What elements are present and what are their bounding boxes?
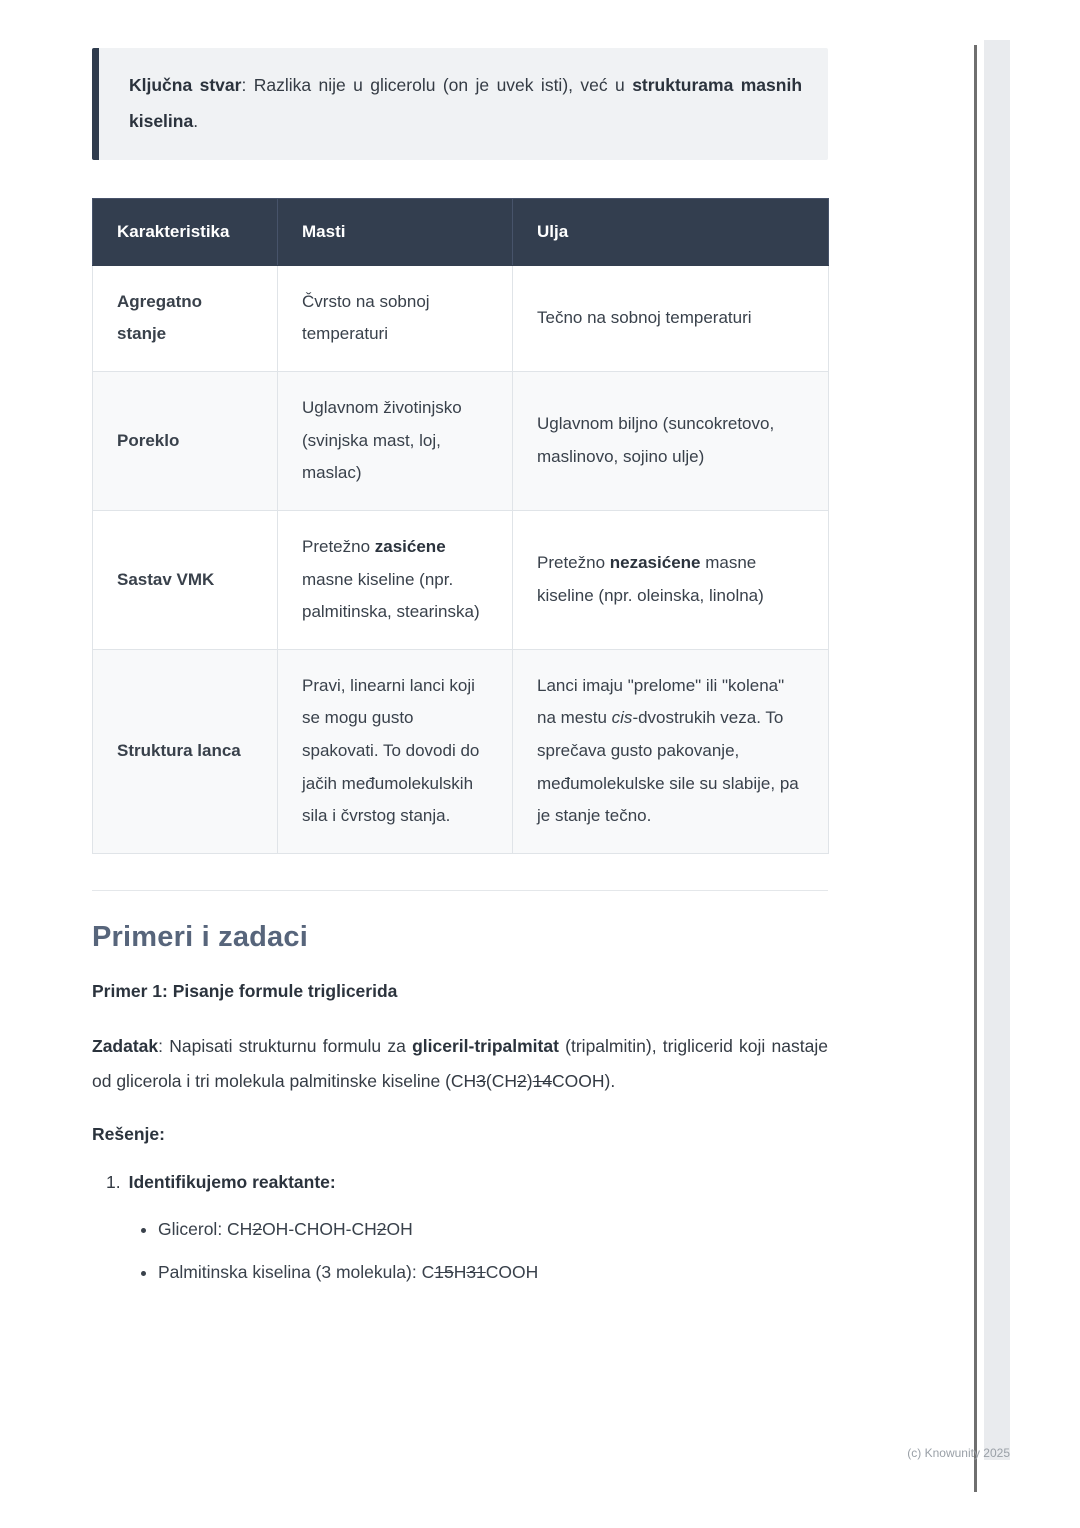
- text-segment: (CH: [485, 1070, 518, 1091]
- bold-segment: Zadatak: [92, 1035, 159, 1056]
- italic-segment: cis: [611, 708, 633, 728]
- callout-text: [129, 68, 802, 140]
- text-segment: COOH: [485, 1262, 539, 1283]
- text-segment: Glicerol: CH: [158, 1219, 253, 1240]
- subscript-segment: 31: [466, 1262, 486, 1283]
- resenje-label: [92, 1124, 828, 1145]
- text-segment: : Napisati strukturnu formulu za: [158, 1035, 413, 1056]
- text-segment: ): [526, 1070, 533, 1091]
- text-segment: Lanci imaju "prelome" ili "kolena" na mestu: [537, 675, 785, 728]
- step-1: [92, 1172, 828, 1193]
- text-segment: .: [193, 110, 199, 131]
- text-segment: -dvostrukih veza. To sprečava gusto pakovanje, međumolekulske sile su slabije, pa je stanje tečno.: [537, 708, 799, 826]
- text-segment: Pretežno: [302, 536, 375, 556]
- cell-ulja: Tečno na sobnoj temperaturi: [513, 265, 829, 371]
- cell-masti: Uglavnom životinjsko (svinjska mast, loj, maslac): [278, 372, 513, 511]
- cell-ulja: [513, 649, 829, 853]
- cell-masti: Čvrsto na sobnoj temperaturi: [278, 265, 513, 371]
- cell-masti: [278, 510, 513, 649]
- document-content: [92, 48, 828, 1300]
- list-item-glicerol: [158, 1213, 828, 1246]
- row-label: Agregatno stanje: [93, 265, 278, 371]
- cell-ulja: Uglavnom biljno (suncokretovo, maslinovo, sojino ulje): [513, 372, 829, 511]
- key-point-callout: [92, 48, 828, 160]
- text-segment: OH: [386, 1219, 413, 1240]
- step-text: Identifikujemo reaktante:: [128, 1172, 336, 1193]
- callout-bold-lead: Ključna stvar: [129, 75, 242, 95]
- copyright-footer: (c) Knowunity 2025: [907, 1446, 1010, 1460]
- cell-ulja: [513, 510, 829, 649]
- bold-segment: zasićene: [374, 536, 446, 556]
- table-header-row: [93, 198, 829, 265]
- list-item-palmitinska: [158, 1256, 828, 1289]
- row-label: Struktura lanca: [93, 649, 278, 853]
- row-label: Poreklo: [93, 372, 278, 511]
- text-segment: (tripalmitin), triglicerid koji nastaje od glicerola i tri molekula palmitinske kiseline (CH: [92, 1035, 828, 1091]
- subscript-segment: 2: [376, 1219, 387, 1240]
- subscript-segment: 2: [252, 1219, 263, 1240]
- table-row-agregatno-stanje: [93, 265, 829, 371]
- table-row-poreklo: [93, 372, 829, 511]
- text-segment: Pretežno: [537, 553, 610, 573]
- text-segment: : Razlika nije u glicerolu (on je uvek isti), već u: [241, 75, 633, 95]
- bold-segment: Rešenje:: [92, 1124, 165, 1145]
- primer1-title: Primer 1: Pisanje formule triglicerida: [92, 980, 398, 1001]
- reactants-list: [92, 1213, 828, 1290]
- subscript-segment: 15: [434, 1262, 454, 1283]
- zadatak-paragraph: [92, 1029, 828, 1098]
- bold-segment: nezasićene: [609, 553, 701, 573]
- text-segment: Palmitinska kiselina (3 molekula): C: [158, 1262, 435, 1283]
- table-row-struktura-lanca: [93, 649, 829, 853]
- row-label: Sastav VMK: [93, 510, 278, 649]
- scrollbar-track[interactable]: [984, 40, 1010, 1460]
- header-masti: Masti: [278, 198, 513, 265]
- table-row-sastav-vmk: [93, 510, 829, 649]
- subscript-segment: 3: [476, 1070, 486, 1091]
- header-ulja: Ulja: [513, 198, 829, 265]
- section-divider: [92, 890, 828, 891]
- comparison-table: [92, 198, 829, 854]
- step-number: 1.: [106, 1172, 121, 1193]
- text-segment: H: [453, 1262, 467, 1283]
- bold-segment: gliceril-tripalmitat: [412, 1035, 559, 1056]
- page-edge-line: [974, 45, 977, 1492]
- subscript-segment: 14: [532, 1070, 553, 1091]
- cell-masti: Pravi, linearni lanci koji se mogu gusto spakovati. To dovodi do jačih međumolekulskih sila i čvrstog stanja.: [278, 649, 513, 853]
- section-heading: Primeri i zadaci: [92, 920, 308, 953]
- text-segment: OH-CHOH-CH: [262, 1219, 377, 1240]
- callout-bold-emphasis: strukturama masnih kiselina: [129, 75, 803, 131]
- text-segment: masne kiseline (npr. palmitinska, stearinska): [302, 569, 480, 622]
- text-segment: masne kiseline (npr. oleinska, linolna): [537, 553, 764, 605]
- text-segment: COOH).: [552, 1070, 616, 1091]
- subscript-segment: 2: [517, 1070, 527, 1091]
- header-karakteristika: Karakteristika: [93, 198, 278, 265]
